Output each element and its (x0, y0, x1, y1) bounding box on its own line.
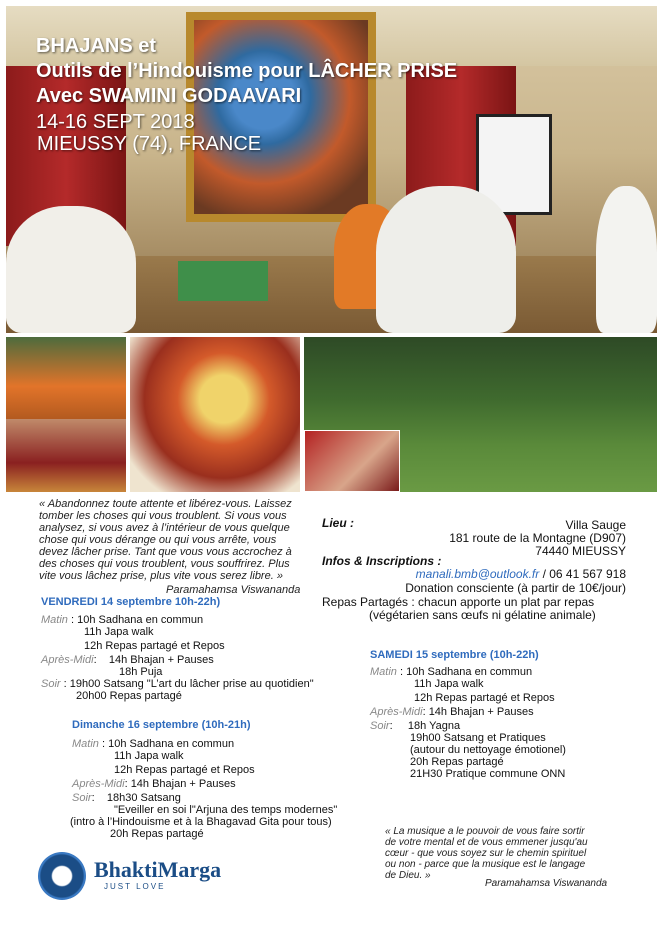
slot-label: Soir (72, 792, 92, 804)
quote-line: de Dieu. » (385, 870, 431, 881)
friday-matin-2: 11h Japa walk (84, 626, 154, 638)
hero-title-line1: BHAJANS et (36, 35, 157, 57)
slot-text: : 14h Bhajan + Pauses (422, 706, 534, 718)
quote-bottom-author: Paramahamsa Viswananda (485, 878, 608, 889)
hero-title-line3: Avec SWAMINI GODAAVARI (36, 85, 302, 107)
slot-text: : 10h Sadhana en commun (70, 614, 204, 626)
slot-label: Après-Midi (41, 654, 94, 666)
friday-am-1 (41, 654, 214, 666)
saturday-soir-1 (370, 720, 460, 732)
sunday-am-1 (72, 778, 236, 790)
saturday-soir-5: 21H30 Pratique commune ONN (410, 768, 566, 780)
slot-text: : 14h Bhajan + Pauses (124, 778, 236, 790)
friday-am-2: 18h Puja (119, 666, 163, 678)
hero-person (596, 186, 657, 333)
logo-name: BhaktiMarga (94, 857, 222, 882)
quote-line: analysez, si vous avez à l’intérieur de vous quelque (39, 522, 290, 534)
slot-label: Après-Midi (72, 778, 125, 790)
quote-line: chose qui vous dérange ou qui vous arrête, vous (39, 534, 277, 546)
friday-matin-1 (41, 614, 203, 626)
quote-line: de votre mental et de vous emmener jusqu'au (385, 837, 588, 848)
saturday-matin-3: 12h Repas partagé et Repos (414, 692, 555, 704)
sunday-matin-3: 12h Repas partagé et Repos (114, 764, 255, 776)
sunday-soir-3: (intro à l’Hindouisme et à la Bhagavad Gita pour tous) (70, 816, 332, 828)
lieu-label: Lieu : (322, 516, 354, 530)
quote-line: tomber les choses qui vous troublent. Si vous vous (39, 510, 287, 522)
friday-title: VENDREDI 14 septembre 10h-22h) (41, 596, 221, 608)
sunday-soir-2: "Eveiller en soi l"Arjuna des temps modernes" (114, 804, 338, 816)
phone-number: / 06 41 567 918 (539, 567, 626, 581)
saturday-matin-1 (370, 666, 532, 678)
saturday-soir-3: (autour du nettoyage émotionel) (410, 744, 566, 756)
lieu-address (400, 519, 626, 558)
infos-label: Infos & Inscriptions : (322, 554, 442, 568)
hero-title (36, 34, 457, 109)
saturday-am-1 (370, 706, 534, 718)
sunday-title: Dimanche 16 septembre (10h-21h) (72, 719, 251, 731)
sunday-matin-2: 11h Japa walk (114, 750, 184, 762)
quote-top-author: Paramahamsa Viswananda (166, 584, 301, 596)
quote-line: ou non - parce que la musique est le langage (385, 859, 586, 870)
slot-text: : 10h Sadhana en commun (399, 666, 533, 678)
address-line: 181 route de la Montagne (D907) (449, 531, 626, 545)
slot-label: Matin (370, 666, 397, 678)
photo-swamini-namaste (6, 337, 126, 419)
slot-label: Matin (72, 738, 99, 750)
slot-label: Soir (41, 678, 61, 690)
photo-altar-ganesha (130, 337, 300, 492)
sunday-matin-1 (72, 738, 234, 750)
bhaktimarga-logo-icon (38, 852, 86, 900)
slot-text: : 18h30 Satsang (91, 792, 181, 804)
saturday-title: SAMEDI 15 septembre (10h-22h) (370, 649, 539, 661)
quote-top (39, 498, 292, 582)
address-line: Villa Sauge (565, 518, 626, 532)
saturday-soir-2: 19h00 Satsang et Pratiques (410, 732, 546, 744)
slot-text: : 14h Bhajan + Pauses (93, 654, 214, 666)
repas-text-2: (végétarien sans œufs ni gélatine animale) (369, 608, 596, 622)
infos-contact (322, 568, 626, 581)
saturday-soir-4: 20h Repas partagé (410, 756, 504, 768)
repas-text: Repas Partagés : chacun apporte un plat par repas (322, 595, 595, 609)
slot-label: Après-Midi (370, 706, 423, 718)
quote-bottom (385, 826, 588, 881)
quote-line: devez lâcher prise. Tant que vous vous accrochez à (39, 546, 292, 558)
quote-line: des choses qui vous troublent, vous souffrirez. Plus (39, 558, 290, 570)
quote-line: « La musique a le pouvoir de vous faire sortir (385, 826, 585, 837)
slot-label: Matin (41, 614, 68, 626)
hero-person (376, 186, 516, 333)
slot-text: : 19h00 Satsang "L’art du lâcher prise au quotidien" (63, 678, 314, 690)
friday-matin-3: 12h Repas partagé et Repos (84, 640, 225, 652)
hero-dates: 14-16 SEPT 2018 (36, 111, 195, 133)
quote-line: cœur - que vous soyez sur le chemin spirituel (385, 848, 587, 859)
sunday-soir-4: 20h Repas partagé (110, 828, 204, 840)
friday-soir-1 (41, 678, 314, 690)
quote-line: « Abandonnez toute attente et libérez-vous. Laissez (39, 498, 292, 510)
hero-place: MIEUSSY (74), FRANCE (37, 133, 262, 155)
saturday-matin-2: 11h Japa walk (414, 678, 484, 690)
slot-text: : 10h Sadhana en commun (101, 738, 235, 750)
photo-hands-offering (304, 430, 400, 492)
slot-text: : 18h Yagna (389, 720, 461, 732)
address-line: 74440 MIEUSSY (535, 544, 626, 558)
quote-line: vite vous lâchez prise, plus vite vous serez libre. » (39, 570, 283, 582)
photo-swamini-seated (6, 419, 126, 492)
slot-label: Soir (370, 720, 390, 732)
email-link[interactable]: manali.bmb@outlook.fr (415, 567, 540, 581)
hero-person (6, 206, 136, 333)
hero-title-line2: Outils de l’Hindouisme pour LÂCHER PRISE (36, 60, 458, 82)
hero-altar (178, 261, 268, 301)
sunday-soir-1 (72, 792, 181, 804)
donation-text: Donation consciente (à partir de 10€/jour) (405, 581, 626, 595)
friday-soir-2: 20h00 Repas partagé (76, 690, 182, 702)
logo-tagline: JUST LOVE (104, 882, 166, 891)
